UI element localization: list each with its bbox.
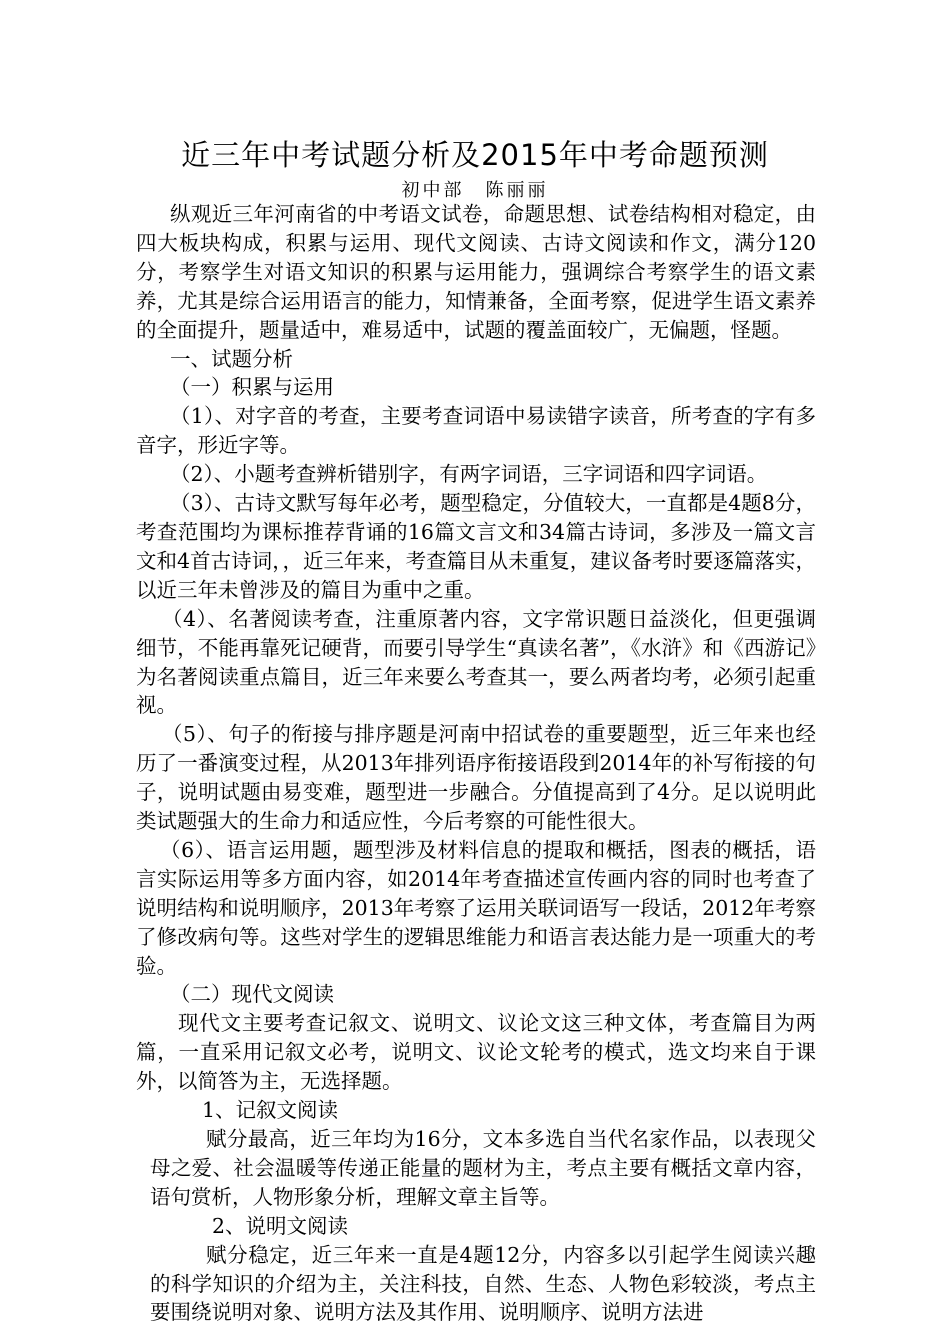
intro-paragraph: 纵观近三年河南省的中考语文试卷，命题思想、试卷结构相对稳定，由四大板块构成，积累与运用、现代文阅读、古诗文阅读和作文，满分120分，考察学生对语文知识的积累与运用能力，强调综合考察学生的语文素养，尤其是综合运用语言的能力，知情兼备，全面考察，促进学生语文素养的全面提升，题量适中，难易适中，试题的覆盖面较广，无偏题，怪题。 (136, 202, 816, 342)
author-line: 初中部 陈丽丽 (401, 180, 549, 201)
paragraph: 现代文主要考查记叙文、说明文、议论文这三种文体，考查篇目为两篇，一直采用记叙文必考，说明文、议论文轮考的模式，选文均来自于课外，以简答为主，无选择题。 (136, 1011, 816, 1094)
paragraph-item-2: （2）、小题考查辨析错别字，有两字词语，三字词语和四字词语。 (170, 462, 768, 487)
document-title: 近三年中考试题分析及2015年中考命题预测 (181, 138, 769, 172)
document-body (136, 200, 816, 1327)
subsection-heading: 2、说明文阅读 (212, 1213, 349, 1238)
subsection-heading: 1、记叙文阅读 (202, 1098, 339, 1123)
paragraph-item-5: （5）、句子的衔接与排序题是河南中招试卷的重要题型，近三年来也经历了一番演变过程，从2013年排列语序衔接语段到2014年的补写衔接的句子，说明试题由易变难，题型进一步融合。分值提高到了4分。足以说明此类试题强大的生命力和适应性，今后考察的可能性很大。 (136, 722, 816, 834)
paragraph: 赋分稳定，近三年来一直是4题12分，内容多以引起学生阅读兴趣的科学知识的介绍为主，关注科技，自然、生态、人物色彩较淡，考点主要围绕说明对象、说明方法及其作用、说明顺序、说明方法进 (150, 1242, 816, 1325)
paragraph-item-4: （4）、名著阅读考查，注重原著内容，文字常识题日益淡化，但更强调细节，不能再靠死记硬背，而要引导学生“真读名著”，《水浒》和《西游记》为名著阅读重点篇目，近三年来要么考查其一，要么两者均考，必须引起重视。 (136, 606, 816, 718)
paragraph-item-6: （6）、语言运用题，题型涉及材料信息的提取和概括，图表的概括，语言实际运用等多方面内容，如2014年考查描述宣传画内容的同时也考查了说明结构和说明顺序，2013年考察了运用关联词语写一段话，2012年考察了修改病句等。这些对学生的逻辑思维能力和语言表达能力是一项重大的考验。 (136, 837, 816, 978)
paragraph-item-3: （3）、古诗文默写每年必考，题型稳定，分值较大，一直都是4题8分，考查范围均为课标推荐背诵的16篇文言文和34篇古诗词，多涉及一篇文言文和4首古诗词，，近三年来，考查篇目从未重复，建议备考时要逐篇落实，以近三年未曾涉及的篇目为重中之重。 (136, 491, 816, 602)
paragraph-item-1: （1）、对字音的考查，主要考查词语中易读错字读音，所考查的字有多音字，形近字等。 (136, 404, 816, 458)
section-heading: 一、试题分析 (170, 346, 293, 371)
paragraph: 赋分最高，近三年均为16分，文本多选自当代名家作品，以表现父母之爱、社会温暖等传递正能量的题材为主，考点主要有概括文章内容，语句赏析，人物形象分析，理解文章主旨等。 (150, 1127, 816, 1209)
subsection-heading: （二）现代文阅读 (170, 982, 334, 1007)
subsection-heading: （一）积累与运用 (170, 375, 334, 400)
